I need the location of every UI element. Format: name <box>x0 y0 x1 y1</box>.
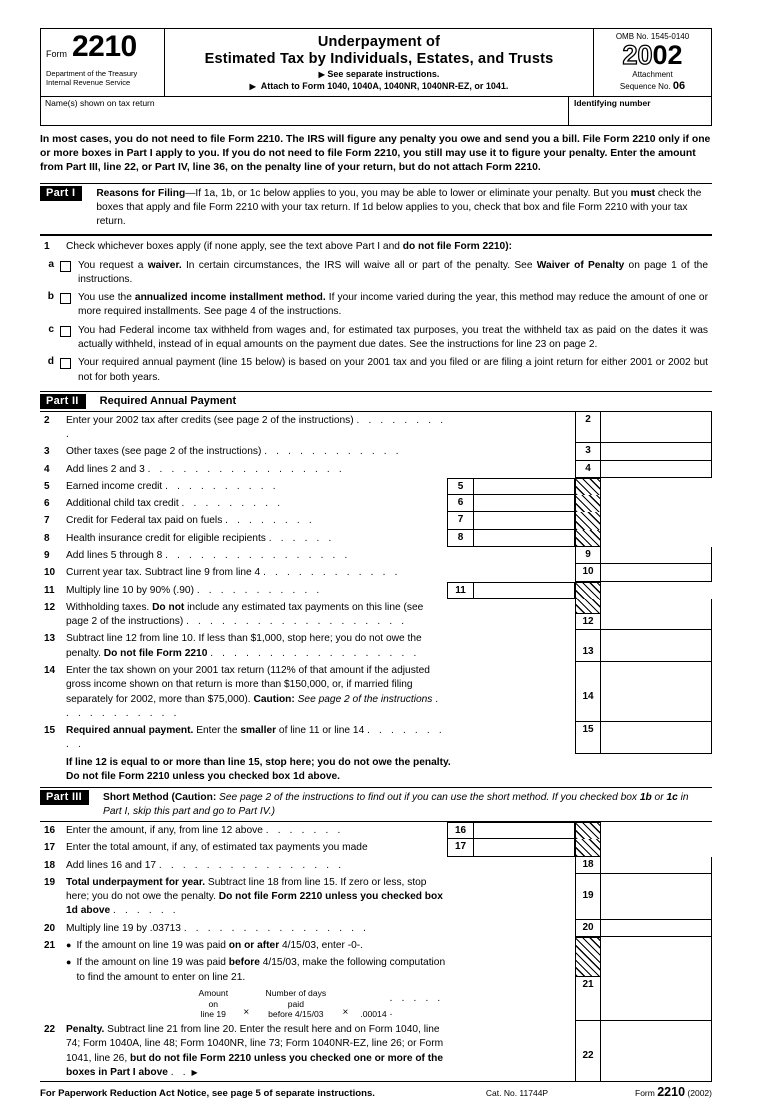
part-2-title: Required Annual Payment <box>99 394 237 407</box>
line-21-text <box>66 937 447 1021</box>
line-row-14 <box>40 662 712 722</box>
line-21-bullet-1-bold: on or after <box>228 939 280 951</box>
line-8-subcell <box>447 530 575 547</box>
line-8-box-number: 8 <box>448 530 474 546</box>
identifying-number-field[interactable] <box>569 97 711 125</box>
blocked-cell <box>575 530 601 547</box>
text-run-2: If your income varied during the year, this method may reduce the amount of one or more required installments. See page 4 of the instructions. <box>78 292 708 318</box>
line-15-number: 15 <box>44 725 56 737</box>
footer-form-word: Form <box>635 1088 655 1099</box>
form-header <box>40 28 712 96</box>
dot-leader: . . . . . . . . . . . <box>66 693 442 719</box>
dot-leader: . . . . . . . . . <box>181 498 284 510</box>
line-18-amount-input[interactable] <box>601 857 712 874</box>
checkbox-item-a[interactable] <box>40 259 712 288</box>
line-17-subcell <box>447 839 575 856</box>
comp-operand-1-line-1: Amount on <box>198 987 229 1009</box>
checkbox-b[interactable] <box>60 293 71 304</box>
dot-leader: . . . . . . . . . . . . <box>263 567 401 579</box>
dot-leader: . . . . . . . . . . . . <box>264 446 402 458</box>
line-row-13 <box>40 630 712 662</box>
text-run-0: You use the <box>78 292 135 304</box>
line-22-text <box>66 1021 447 1081</box>
line-1-text-bold: do not file Form 2210): <box>402 241 513 253</box>
spacer-cell <box>601 495 712 512</box>
dot-leader: . . . . . . . . . . <box>165 480 279 492</box>
line-row-10 <box>40 564 712 581</box>
part-1-must: must <box>630 187 656 199</box>
part-1-heading-rest: —If 1a, 1b, or 1c below applies to you, you may be able to lower or eliminate your penalty. But you <box>185 187 631 199</box>
arrow-icon: ▶ <box>249 82 256 91</box>
line-2-label: Enter your 2002 tax after credits (see page 2 of the instructions) <box>66 414 354 426</box>
line-20-amount-input[interactable] <box>601 920 712 937</box>
part-3-tag: Part III <box>40 790 89 805</box>
dot-leader: . . . . . . . <box>265 825 344 836</box>
line-19-amount-input[interactable] <box>601 889 711 920</box>
line-15-amount-input[interactable] <box>601 722 712 754</box>
arrow-icon: ▶ <box>191 1067 198 1077</box>
text-run-1: Caution: <box>253 693 295 705</box>
line-1-text: Check whichever boxes apply (if none apply, see the text above Part I and <box>66 241 403 253</box>
line-3-box-number: 3 <box>575 443 601 460</box>
part-3-title: Short Method ( <box>103 792 175 804</box>
omb-block <box>593 29 711 96</box>
dot-leader: . . . . . . . . <box>225 515 315 527</box>
line-5-text <box>66 478 447 495</box>
intro-paragraph: In most cases, you do not need to file Form 2210. The IRS will figure any penalty you owe and send you a bill. File Form 2210 only if one or more boxes in Part I apply to you. If you do not need to file Form 2210, you still may use it to figure your penalty. Enter the amount from Part III, line 22, or Part IV, line 36, on the penalty line of your return, but do not attach Form 2210. <box>40 133 711 174</box>
line-13-amount-input[interactable] <box>601 645 711 662</box>
bullet-icon: ● <box>66 957 72 968</box>
text-run-1: Subtract line 18 from line 15. If zero or less, stop here; you do not owe the penalty. <box>66 876 427 903</box>
form-identity-block <box>41 29 165 96</box>
dot-leader: . . . . . . <box>389 993 444 1019</box>
form-footer <box>40 1081 712 1099</box>
line-3-amount-input[interactable] <box>601 443 712 460</box>
checkbox-a[interactable] <box>60 261 71 272</box>
text-run-1: Enter the <box>193 725 241 737</box>
dot-leader: . . . . . . . . . . . . . . . . <box>165 550 351 562</box>
text-run-0: Your required annual payment (line 15 below) is based on your 2001 tax and you filed or are filing a joint return for either 2001 or 2002 but not for both years. <box>78 357 708 383</box>
checkbox-text-d <box>78 356 712 385</box>
line-20-box-number: 20 <box>575 920 601 937</box>
line-4-label: Add lines 2 and 3 <box>66 463 145 475</box>
text-run-3: Waiver of Penalty <box>536 259 625 271</box>
dot-leader: . . . . . . . . . <box>66 725 445 751</box>
line-17-label: Enter the total amount, if any, of estimated tax payments you made <box>66 842 368 854</box>
part-3-box-1b: 1b <box>639 792 652 804</box>
text-run-1: waiver. <box>147 259 182 271</box>
line-11-label: Multiply line 10 by 90% (.90) <box>66 584 194 596</box>
blocked-cell <box>575 822 601 839</box>
line-10-box-number: 10 <box>575 564 601 581</box>
line-row-9 <box>40 547 712 564</box>
part-1-heading-bold: Reasons for Filing <box>96 187 186 199</box>
text-run-0: Subtract line 12 from line 10. If less than $1,000, stop here; you do not owe the penalty. <box>66 633 422 659</box>
line-10-number: 10 <box>44 567 56 579</box>
spacer-cell <box>601 839 712 856</box>
form-title-line-1: Underpayment of <box>317 34 441 50</box>
line-row-5 <box>40 478 712 495</box>
text-run-3: of line 11 or line 14 <box>276 725 365 737</box>
text-run-0: Required annual payment. <box>66 725 194 737</box>
attach-to-text: Attach to Form 1040, 1040A, 1040NR, 1040NR-EZ, or 1041. <box>260 81 509 91</box>
tax-year-prefix: 20 <box>622 40 653 70</box>
line-21-box-number: 21 <box>575 977 601 1021</box>
paperwork-notice: For Paperwork Reduction Act Notice, see page 5 of separate instructions. <box>40 1088 375 1099</box>
line-row-15 <box>40 722 712 754</box>
form-title-line-2: Estimated Tax by Individuals, Estates, and Trusts <box>204 51 554 67</box>
line-22-number: 22 <box>44 1024 56 1036</box>
line-21-number: 21 <box>44 939 56 951</box>
dot-leader: . . . . . . . . . . . <box>196 584 323 596</box>
sequence-label: Sequence No. <box>619 82 671 91</box>
line-16-text <box>66 822 447 839</box>
comp-operand-2-line-1: Number of days paid <box>265 987 327 1009</box>
part-1-checkbox-list <box>40 259 712 385</box>
line-22-amount-input[interactable] <box>601 1049 711 1081</box>
line-10-text <box>66 564 447 581</box>
tax-year <box>597 42 708 69</box>
line-22-box-number: 22 <box>582 1050 594 1062</box>
line-1-row <box>40 240 712 254</box>
line-16-label: Enter the amount, if any, from line 12 above <box>66 825 263 836</box>
line-row-21 <box>40 937 712 1021</box>
line-5-amount-input[interactable] <box>474 479 574 494</box>
line-13-text <box>66 630 447 662</box>
line-8-text <box>66 530 447 547</box>
checkbox-text-c <box>78 324 712 353</box>
line-9-box-number: 9 <box>575 547 601 564</box>
line-13-box-number: 13 <box>576 645 600 662</box>
line-7-amount-input[interactable] <box>474 512 574 528</box>
text-run-1: Do not file Form 2210 <box>103 647 208 659</box>
line-21-bullet-2 <box>76 956 447 985</box>
form-number: 2210 <box>72 30 137 63</box>
text-run-0: Total underpayment for year. <box>66 876 206 888</box>
line-6-number: 6 <box>44 498 50 510</box>
footer-form-number: 2210 <box>657 1085 686 1099</box>
line-16-amount-input[interactable] <box>474 823 574 838</box>
line-18-box-number: 18 <box>575 857 601 874</box>
form-word-label: Form <box>46 48 67 59</box>
line-20-text <box>66 920 447 937</box>
line-7-text <box>66 512 447 529</box>
line-17-text <box>66 839 447 856</box>
dot-leader: . . . . . . . . . <box>66 414 447 441</box>
part-2-note <box>66 754 712 785</box>
tax-year-suffix: 02 <box>652 40 683 70</box>
text-run-0: You request a <box>78 259 148 271</box>
line-1-number: 1 <box>44 241 50 253</box>
line-15-label <box>66 725 364 736</box>
line-21-bullet-1-a: If the amount on line 19 was paid <box>76 939 229 951</box>
text-run-0: Penalty. <box>66 1024 105 1036</box>
checkbox-item-d[interactable] <box>40 356 712 385</box>
line-18-label: Add lines 16 and 17 <box>66 859 157 871</box>
text-run-1: Do not <box>152 601 185 613</box>
part-2-lines <box>40 412 712 784</box>
line-row-12 <box>40 599 712 631</box>
line-21-bullet-2-b: 4/15/03, make the following computation to find the amount to enter on line 21. <box>76 957 446 983</box>
dot-leader: . . . . . . <box>113 905 179 917</box>
line-6-amount-input[interactable] <box>474 495 574 511</box>
line-row-18 <box>40 857 712 874</box>
line-12-number: 12 <box>44 601 56 613</box>
line-11-subcell <box>447 582 575 599</box>
checkbox-letter-a: a <box>48 258 54 270</box>
line-11-text <box>66 582 447 599</box>
multiply-icon: × <box>342 1007 349 1019</box>
blocked-cell <box>575 478 601 495</box>
part-2-note-line-2: Do not file Form 2210 unless you checked box 1d above. <box>66 770 341 782</box>
line-21-bullet-2-a: If the amount on line 19 was paid <box>76 957 229 969</box>
see-instructions-text: See separate instructions. <box>327 69 440 79</box>
line-8-amount-input[interactable] <box>474 530 574 546</box>
agency-line: Internal Revenue Service <box>46 77 131 87</box>
line-16-subcell <box>447 822 575 839</box>
line-19-box-number: 19 <box>576 889 600 920</box>
line-4-box-number: 4 <box>575 461 601 478</box>
line-17-amount-input[interactable] <box>474 839 574 855</box>
part-1-bar <box>40 183 712 232</box>
checkbox-text-a <box>78 259 712 288</box>
line-row-2 <box>40 412 712 444</box>
part-3-caution-text: See page 2 of the instructions to find out if you can use the short method. If you checked box <box>216 792 640 804</box>
checkbox-letter-c: c <box>48 323 54 335</box>
line-4-number: 4 <box>44 463 50 475</box>
line-18-number: 18 <box>44 859 56 871</box>
line-5-number: 5 <box>44 480 50 492</box>
line-5-subcell <box>447 478 575 495</box>
identifying-number-label: Identifying number <box>574 97 651 108</box>
part-1-tag: Part I <box>40 186 82 201</box>
line-11-box-number: 11 <box>448 583 474 598</box>
line-19-number: 19 <box>44 876 56 888</box>
footer-form-year: (2002) <box>687 1088 712 1099</box>
checkbox-item-c[interactable] <box>40 324 712 353</box>
text-run-2: but do not file Form 2210 unless you checked one or more of the boxes in Part I above <box>66 1052 444 1078</box>
dot-leader: . . . . . . <box>268 532 335 544</box>
dot-leader: . . . . . . . . . . . . . . . . <box>183 922 370 934</box>
dot-leader: . . . . . . . . . . . . . . . . <box>158 859 345 871</box>
part-3-bar <box>40 787 712 822</box>
arrow-icon: ▶ <box>318 70 325 79</box>
line-19-text <box>66 874 447 920</box>
line-21-computation <box>66 988 447 1020</box>
line-22-label <box>66 1024 443 1078</box>
text-run-1: Subtract line 21 from line 20. Enter the result here and on Form 1040, line 74; Form 1040A, line 48; Form 1040NR, line 73; Form 1040NR-EZ, line 26; or Form 1041, line 26, <box>66 1024 444 1064</box>
line-13-number: 13 <box>44 633 56 645</box>
dot-leader: . . <box>170 1066 189 1078</box>
line-2-number: 2 <box>44 414 50 426</box>
spacer-cell <box>601 512 712 529</box>
taxpayer-row <box>40 96 712 126</box>
text-run-0: Withholding taxes. <box>66 601 153 613</box>
line-21-bullet-1-b: 4/15/03, enter -0-. <box>279 939 364 951</box>
spacer-cell <box>601 530 712 547</box>
line-4-text <box>66 461 447 478</box>
multiply-icon: × <box>243 1007 250 1019</box>
line-6-subcell <box>447 495 575 512</box>
checkbox-c[interactable] <box>60 326 71 337</box>
line-11-number: 11 <box>44 584 55 596</box>
name-field[interactable] <box>41 97 569 125</box>
part-2-tag: Part II <box>40 394 86 409</box>
checkbox-text-b <box>78 291 712 320</box>
line-14-label <box>66 665 432 705</box>
text-run-2: smaller <box>240 725 277 737</box>
line-row-6 <box>40 495 712 512</box>
line-7-subcell <box>447 512 575 529</box>
line-14-text <box>66 662 447 722</box>
line-3-label: Other taxes (see page 2 of the instructions) <box>66 446 262 458</box>
line-9-number: 9 <box>44 550 50 562</box>
line-11-amount-input[interactable] <box>474 583 574 598</box>
comp-operand-2 <box>261 988 330 1020</box>
blocked-cell <box>575 495 601 512</box>
checkbox-item-b[interactable] <box>40 291 712 320</box>
line-15-text <box>66 722 447 754</box>
catalog-number: Cat. No. 11744P <box>485 1088 549 1099</box>
line-row-19 <box>40 874 712 920</box>
part-3-heading <box>103 790 712 819</box>
line-4-amount-input[interactable] <box>601 461 712 478</box>
line-2-text <box>66 412 447 444</box>
blocked-cell <box>575 582 601 599</box>
text-run-4: on page 1 of the instructions. <box>78 259 708 285</box>
line-3-text <box>66 443 447 460</box>
line-20-number: 20 <box>44 922 56 934</box>
form-2210 <box>40 28 712 1099</box>
text-run-2: In certain circumstances, the IRS will waive all or part of the penalty. See <box>181 259 537 271</box>
line-6-text <box>66 495 447 512</box>
department-line: Department of the Treasury <box>46 68 138 78</box>
text-run-1: annualized income installment method. <box>134 292 326 304</box>
dot-leader: . . . . . . . . . . . . . . . . . . <box>210 647 420 659</box>
name-field-label: Name(s) shown on tax return <box>45 97 155 108</box>
line-21-bullet-1 <box>76 939 363 953</box>
line-row-11 <box>40 582 712 599</box>
text-run-2: Do not file Form 2210 unless you checked box 1d above <box>66 891 443 917</box>
line-8-label: Health insurance credit for eligible recipients <box>66 532 266 544</box>
line-9-label: Add lines 5 through 8 <box>66 550 163 562</box>
attachment-label: Attachment <box>632 70 673 79</box>
part-2-bar <box>40 391 712 412</box>
line-12-box-number: 12 <box>575 614 601 631</box>
line-17-number: 17 <box>44 842 56 854</box>
line-row-4 <box>40 461 712 478</box>
line-20-label: Multiply line 19 by .03713 <box>66 922 181 934</box>
line-18-text <box>66 857 447 874</box>
line-3-number: 3 <box>44 446 50 458</box>
line-10-amount-input[interactable] <box>601 564 712 581</box>
line-6-label: Additional child tax credit <box>66 498 179 510</box>
line-row-7 <box>40 512 712 529</box>
spacer-cell <box>601 582 712 599</box>
line-5-box-number: 5 <box>448 479 474 494</box>
line-14-amount-input[interactable] <box>601 690 711 722</box>
line-row-22 <box>40 1021 712 1081</box>
dot-leader: . . . . . . . . . . . . . . . . . <box>147 463 345 475</box>
line-7-label: Credit for Federal tax paid on fuels <box>66 515 223 527</box>
sequence-number: 06 <box>672 80 686 92</box>
blocked-cell <box>575 512 601 529</box>
text-run-0: You had Federal income tax withheld from wages and, for estimated tax purposes, you treat the withheld tax as paid on the dates it was actually withheld, instead of in equal amounts on the payment due dates. See the instructions for line 23 on page 2. <box>78 324 708 350</box>
comp-operand-2-line-2: before 4/15/03 <box>268 1009 324 1020</box>
dot-leader: . . . . . . . . . . . . . . . . . . . <box>186 616 408 628</box>
blocked-cell <box>575 839 601 856</box>
line-row-20 <box>40 920 712 937</box>
line-14-number: 14 <box>44 665 56 676</box>
checkbox-letter-b: b <box>47 291 54 303</box>
part-2-note-line-1: If line 12 is equal to or more than line 15, stop here; you do not owe the penalty. <box>66 756 451 768</box>
line-16-box-number: 16 <box>448 823 474 838</box>
line-21-amount-input[interactable] <box>601 977 711 1021</box>
line-12-amount-input[interactable] <box>601 614 711 631</box>
checkbox-letter-d: d <box>47 356 54 368</box>
line-9-text <box>66 547 447 564</box>
line-15-box-number: 15 <box>575 722 601 754</box>
line-16-number: 16 <box>44 825 56 836</box>
spacer-cell <box>601 478 712 495</box>
part-3-lines <box>40 822 712 1081</box>
comp-operand-1 <box>195 988 231 1020</box>
line-7-box-number: 7 <box>448 512 474 528</box>
line-9-amount-input[interactable] <box>601 547 712 564</box>
bullet-icon: ● <box>66 939 72 950</box>
line-2-amount-input[interactable] <box>601 412 712 444</box>
part-3-or: or <box>651 792 667 804</box>
spacer-cell <box>601 822 712 839</box>
line-8-number: 8 <box>44 532 50 544</box>
line-21-bullet-2-bold: before <box>228 957 260 969</box>
text-run-0: Enter the tax shown on your 2001 tax return (112% of that amount if the adjusted gross income shown on that return is more than $150,000, or, if married filing separately for 2002, more than $75,000). <box>66 665 430 705</box>
part-1-heading <box>96 186 712 229</box>
footer-form-id <box>592 1085 712 1099</box>
divider <box>40 234 712 236</box>
line-5-label: Earned income credit <box>66 480 163 492</box>
part-3-box-1c: 1c <box>666 792 678 804</box>
part-1-heading-rest2: check the boxes that apply and file Form 2210 with your tax return. If 1d below applies to you, check that box and file Form 2210 with your tax return. <box>96 187 702 227</box>
line-row-16 <box>40 822 712 839</box>
part-3-caution-text-2: in Part I, skip this part and go to Part IV.) <box>103 792 689 818</box>
omb-number: OMB No. 1545-0140 <box>615 32 690 41</box>
line-6-box-number: 6 <box>448 495 474 511</box>
comp-operand-1-line-2: line 19 <box>200 1009 226 1020</box>
comp-factor: .00014 <box>360 1009 387 1020</box>
text-run-2: See page 2 of the instructions <box>294 693 433 705</box>
blocked-cell <box>575 937 601 977</box>
line-row-3 <box>40 443 712 460</box>
line-10-label: Current year tax. Subtract line 9 from line 4 <box>66 567 261 579</box>
line-17-box-number: 17 <box>448 839 474 855</box>
text-run-2: include any estimated tax payments on this line (see page 2 of the instructions) <box>66 601 424 628</box>
part-3-caution: Caution: <box>174 792 217 804</box>
line-row-17 <box>40 839 712 856</box>
form-title-block <box>165 29 593 96</box>
blocked-cell <box>575 599 601 614</box>
line-row-8 <box>40 530 712 547</box>
checkbox-d[interactable] <box>60 358 71 369</box>
line-14-box-number: 14 <box>576 690 600 722</box>
line-2-box-number: 2 <box>575 412 601 444</box>
line-12-text <box>66 599 447 631</box>
line-7-number: 7 <box>44 515 50 527</box>
